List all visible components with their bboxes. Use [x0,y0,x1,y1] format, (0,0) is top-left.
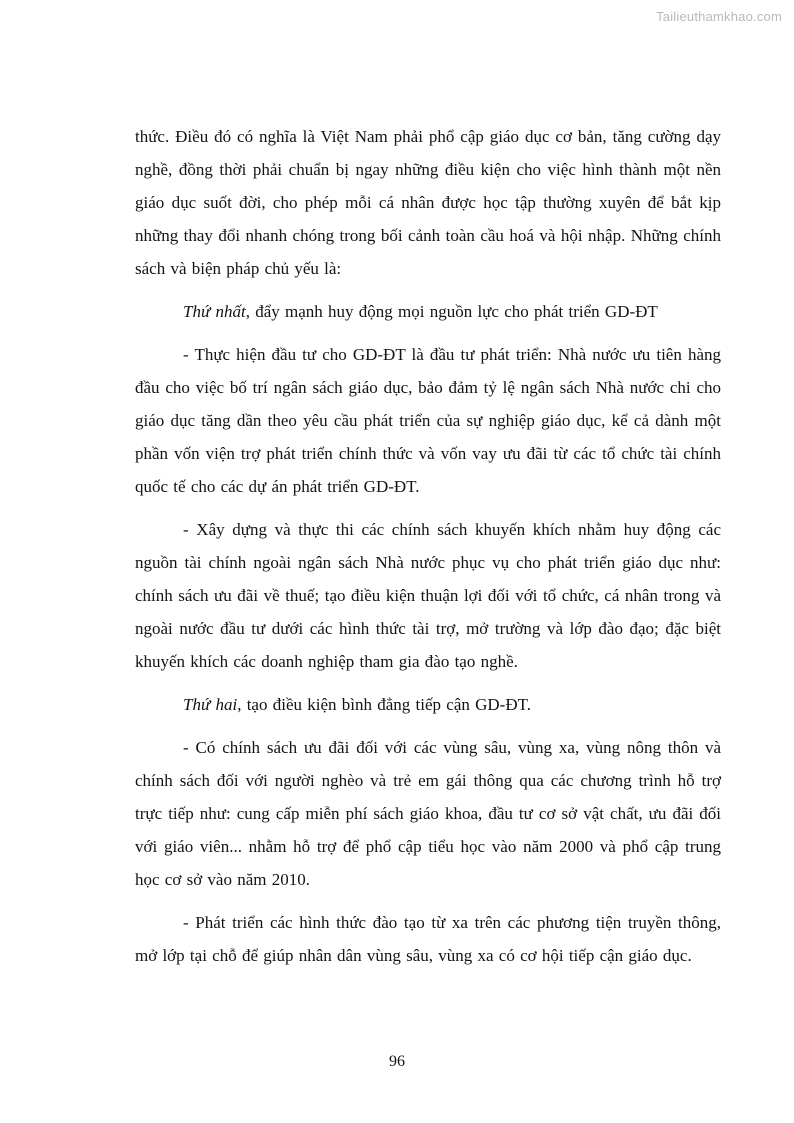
paragraph-text: - Có chính sách ưu đãi đối với các vùng sâu, vùng xa, vùng nông thôn và chính sách đối với người nghèo và trẻ em gái thông qua các chương trình hỗ trợ trực tiếp như: cung cấp miễn phí sách giáo khoa, đầu tư cơ sở vật chất, ưu đãi đối với giáo viên... nhằm hỗ trợ để phổ cập tiểu học vào năm 2000 và phổ cập trung học cơ sở vào năm 2010. [135,738,721,889]
paragraph-lead: Thứ nhất [183,302,246,321]
paragraph [135,688,721,721]
paragraph [135,731,721,896]
page-body [135,120,721,982]
paragraph-text: - Xây dựng và thực thi các chính sách khuyến khích nhằm huy động các nguồn tài chính ngoài ngân sách Nhà nước phục vụ cho phát triển giáo dục như: chính sách ưu đãi về thuế; tạo điều kiện thuận lợi đối với tổ chức, cá nhân trong và ngoài nước đầu tư dưới các hình thức tài trợ, mở trường và lớp đào đạo; đặc biệt khuyến khích các doanh nghiệp tham gia đào tạo nghề. [135,520,721,671]
paragraph [135,513,721,678]
paragraph-text: , đẩy mạnh huy động mọi nguồn lực cho phát triển GD-ĐT [245,302,658,321]
paragraph [135,120,721,285]
paragraph [135,906,721,972]
paragraph-lead: Thứ hai [183,695,238,714]
watermark-text: Tailieuthamkhao.com [656,9,782,24]
page-number: 96 [389,1053,405,1070]
paragraph [135,295,721,328]
paragraph-text: - Thực hiện đầu tư cho GD-ĐT là đầu tư phát triển: Nhà nước ưu tiên hàng đầu cho việc bố trí ngân sách giáo dục, bảo đảm tỷ lệ ngân sách Nhà nước chi cho giáo dục tăng dần theo yêu cầu phát triển của sự nghiệp giáo dục, kể cả dành một phần vốn viện trợ phát triển chính thức và vốn vay ưu đãi từ các tổ chức tài chính quốc tế cho các dự án phát triển GD-ĐT. [135,345,721,496]
paragraph-text: - Phát triển các hình thức đào tạo từ xa trên các phương tiện truyền thông, mở lớp tại chỗ để giúp nhân dân vùng sâu, vùng xa có cơ hội tiếp cận giáo dục. [135,913,721,965]
paragraph [135,338,721,503]
paragraph-text: thức. Điều đó có nghĩa là Việt Nam phải phổ cập giáo dục cơ bản, tăng cường dạy nghề, đồng thời phải chuẩn bị ngay những điều kiện cho việc hình thành một nền giáo dục suốt đời, cho phép mỗi cá nhân được học tập thường xuyên để bắt kịp những thay đổi nhanh chóng trong bối cảnh toàn cầu hoá và hội nhập. Những chính sách và biện pháp chủ yếu là: [135,127,721,278]
paragraph-text: , tạo điều kiện bình đẳng tiếp cận GD-ĐT. [237,695,531,714]
